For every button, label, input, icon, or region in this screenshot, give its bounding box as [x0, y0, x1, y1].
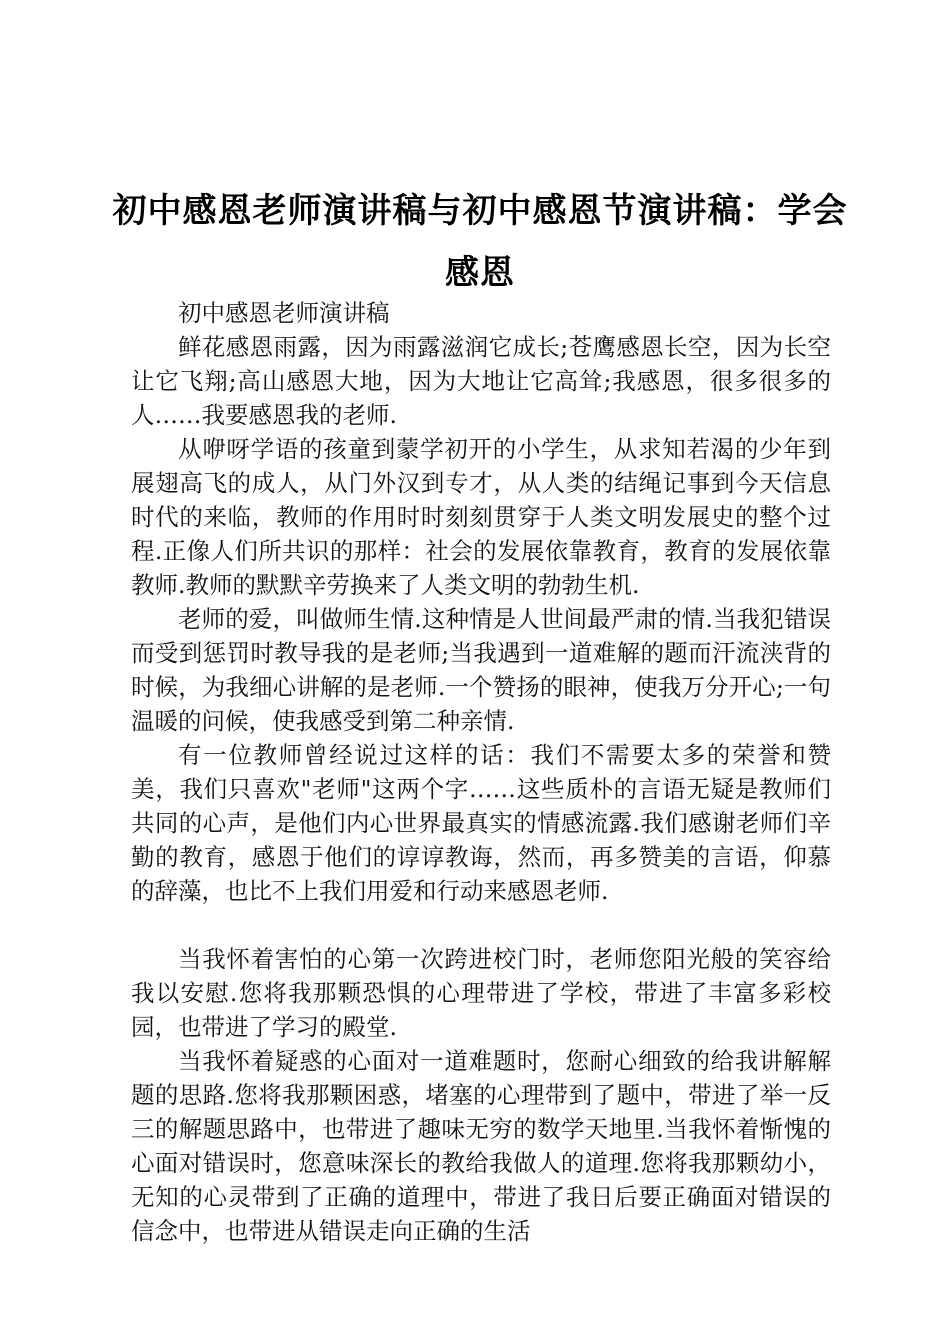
paragraph: 鲜花感恩雨露，因为雨露滋润它成长;苍鹰感恩长空，因为长空让它飞翔;高山感恩大地，因为大地让它高耸;我感恩，很多很多的人……我要感恩我的老师. — [131, 333, 831, 429]
document-title: 初中感恩老师演讲稿与初中感恩节演讲稿：学会感恩 — [112, 191, 848, 293]
paragraph: 当我怀着疑惑的心面对一道难题时，您耐心细致的给我讲解解题的思路.您将我那颗困惑，堵塞的心理带到了题中，带进了举一反三的解题思路中，也带进了趣味无穷的数学天地里.当我怀着惭愧的心面对错误时，您意味深长的教给我做人的道理.您将我那颗幼小，无知的心灵带到了正确的道理中，带进了我日后要正确面对错误的信念中，也带进从错误走向正确的生活 — [131, 1047, 831, 1245]
document-body — [131, 296, 831, 1248]
paragraph: 当我怀着害怕的心第一次跨进校门时，老师您阳光般的笑容给我以安慰.您将我那颗恐惧的心理带进了学校，带进了丰富多彩校园，也带进了学习的殿堂. — [131, 945, 831, 1041]
paragraph: 老师的爱，叫做师生情.这种情是人世间最严肃的情.当我犯错误而受到惩罚时教导我的是老师;当我遇到一道难解的题而汗流浃背的时候，为我细心讲解的是老师.一个赞扬的眼神，使我万分开心;一句温暖的问候，使我感受到第二种亲情. — [131, 605, 831, 735]
paragraph: 从咿呀学语的孩童到蒙学初开的小学生，从求知若渴的少年到展翅高飞的成人，从门外汉到专才，从人类的结绳记事到今天信息时代的来临，教师的作用时时刻刻贯穿于人类文明发展史的整个过程.正像人们所共识的那样：社会的发展依靠教育，教育的发展依靠教师.教师的默默辛劳换来了人类文明的勃勃生机. — [131, 435, 831, 599]
blank-line — [131, 908, 831, 942]
section-heading: 初中感恩老师演讲稿 — [178, 299, 390, 327]
paragraph: 有一位教师曾经说过这样的话：我们不需要太多的荣誉和赞美，我们只喜欢"老师"这两个字……这些质朴的言语无疑是教师们共同的心声，是他们内心世界最真实的情感流露.我们感谢老师们辛勤的教育，感恩于他们的谆谆教诲，然而，再多赞美的言语，仰慕的辞藻，也比不上我们用爱和行动来感恩老师. — [131, 741, 831, 905]
